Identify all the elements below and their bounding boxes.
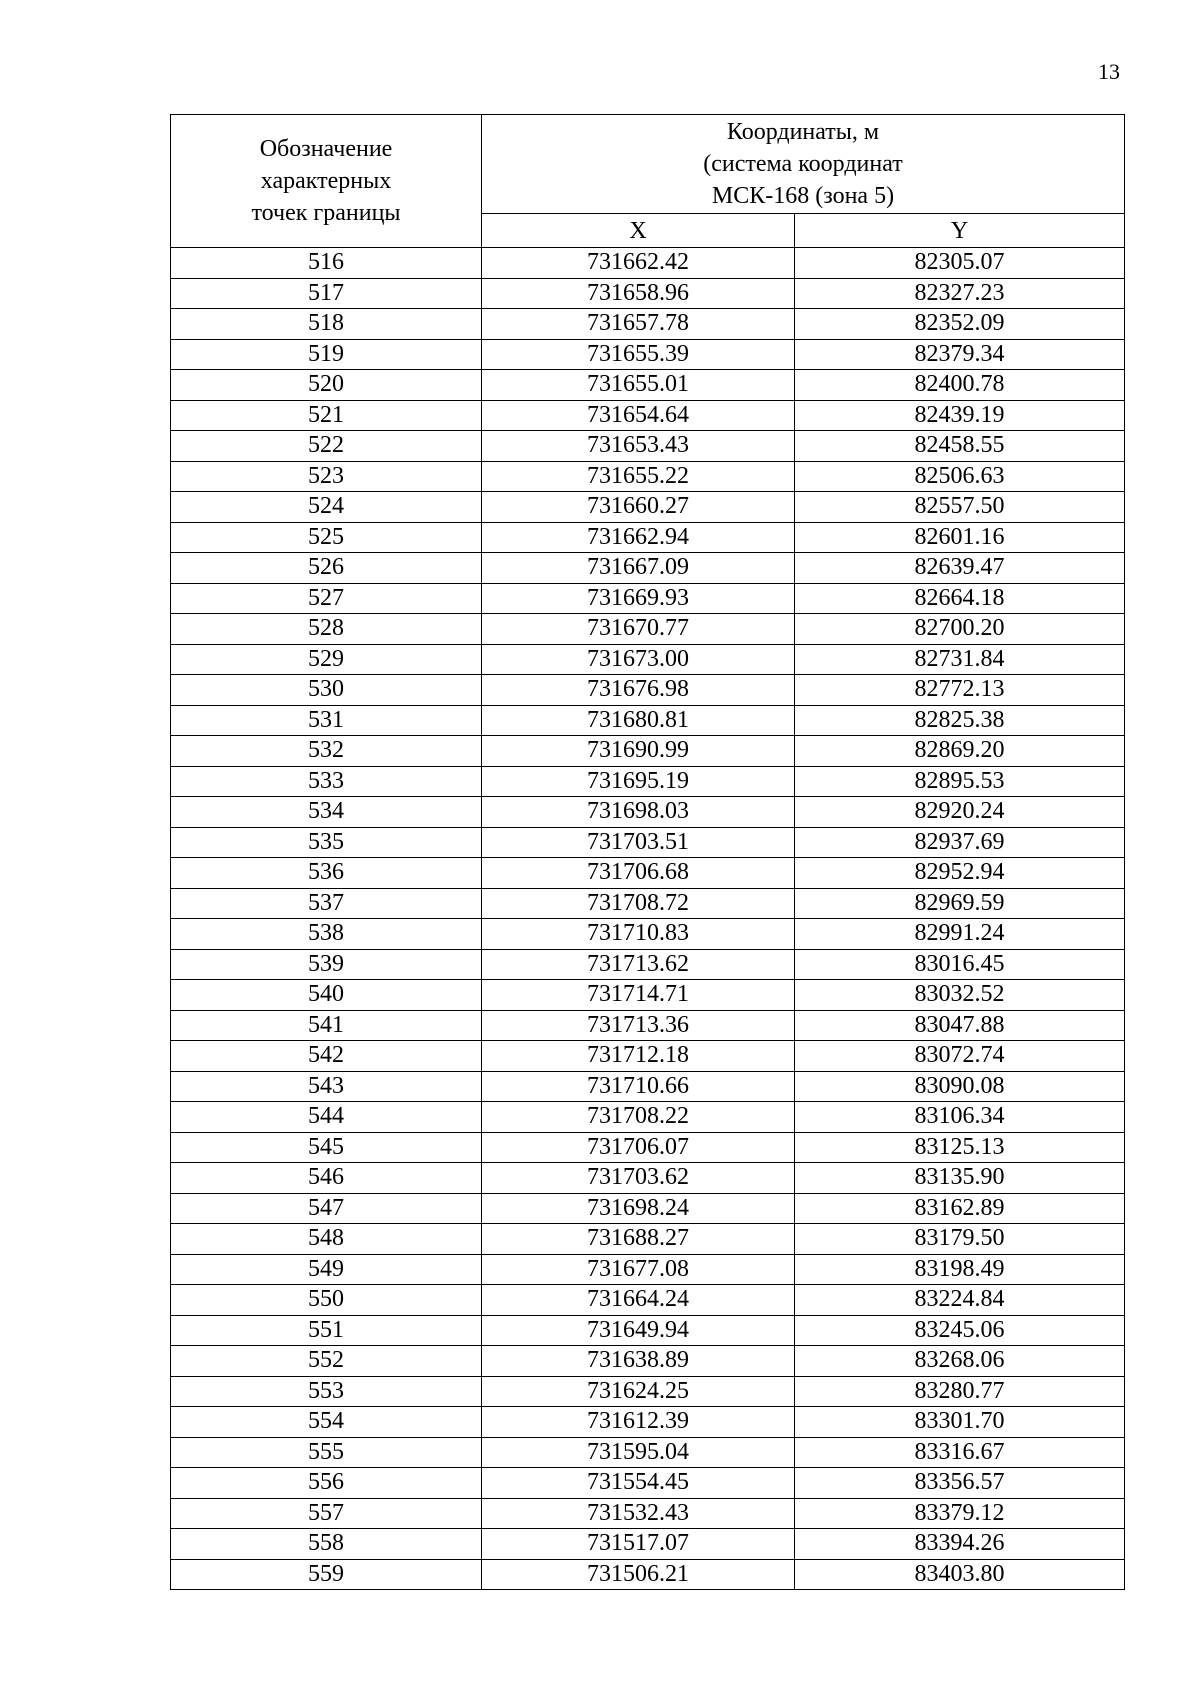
table-row — [171, 858, 1125, 889]
x-coordinate-cell: 731506.21 — [482, 1559, 795, 1590]
table-row — [171, 644, 1125, 675]
point-cell: 557 — [171, 1498, 482, 1529]
table-row — [171, 614, 1125, 645]
point-cell: 535 — [171, 827, 482, 858]
point-cell: 517 — [171, 278, 482, 309]
x-column-header: X — [482, 214, 795, 248]
y-coordinate-cell: 82772.13 — [795, 675, 1125, 706]
point-cell: 521 — [171, 400, 482, 431]
coordinates-table — [170, 114, 1125, 1590]
y-coordinate-cell: 83280.77 — [795, 1376, 1125, 1407]
y-coordinate-cell: 83072.74 — [795, 1041, 1125, 1072]
x-coordinate-cell: 731669.93 — [482, 583, 795, 614]
table-row — [171, 1346, 1125, 1377]
point-header-line: характерных — [260, 168, 392, 194]
x-coordinate-cell: 731676.98 — [482, 675, 795, 706]
point-cell: 524 — [171, 492, 482, 523]
table-row — [171, 339, 1125, 370]
point-cell: 531 — [171, 705, 482, 736]
point-cell: 545 — [171, 1132, 482, 1163]
y-coordinate-cell: 83032.52 — [795, 980, 1125, 1011]
x-coordinate-cell: 731624.25 — [482, 1376, 795, 1407]
x-coordinate-cell: 731653.43 — [482, 431, 795, 462]
y-coordinate-cell: 82700.20 — [795, 614, 1125, 645]
point-cell: 537 — [171, 888, 482, 919]
x-coordinate-cell: 731595.04 — [482, 1437, 795, 1468]
y-coordinate-cell: 83090.08 — [795, 1071, 1125, 1102]
x-coordinate-cell: 731655.22 — [482, 461, 795, 492]
point-cell: 525 — [171, 522, 482, 553]
table-row — [171, 1468, 1125, 1499]
table-row — [171, 1163, 1125, 1194]
point-cell: 549 — [171, 1254, 482, 1285]
y-coordinate-cell: 83245.06 — [795, 1315, 1125, 1346]
x-coordinate-cell: 731655.39 — [482, 339, 795, 370]
point-column-header — [171, 115, 482, 248]
point-cell: 538 — [171, 919, 482, 950]
point-cell: 540 — [171, 980, 482, 1011]
y-coordinate-cell: 83268.06 — [795, 1346, 1125, 1377]
x-coordinate-cell: 731649.94 — [482, 1315, 795, 1346]
table-row — [171, 553, 1125, 584]
point-cell: 553 — [171, 1376, 482, 1407]
point-cell: 520 — [171, 370, 482, 401]
x-coordinate-cell: 731667.09 — [482, 553, 795, 584]
table-row — [171, 1254, 1125, 1285]
x-coordinate-cell: 731706.07 — [482, 1132, 795, 1163]
table-row — [171, 736, 1125, 767]
point-cell: 527 — [171, 583, 482, 614]
point-cell: 552 — [171, 1346, 482, 1377]
x-coordinate-cell: 731714.71 — [482, 980, 795, 1011]
coordinates-column-header — [482, 115, 1125, 214]
point-cell: 551 — [171, 1315, 482, 1346]
x-coordinate-cell: 731660.27 — [482, 492, 795, 523]
table-row — [171, 431, 1125, 462]
y-coordinate-cell: 82969.59 — [795, 888, 1125, 919]
table-row — [171, 461, 1125, 492]
y-coordinate-cell: 83224.84 — [795, 1285, 1125, 1316]
coords-header-line: Координаты, м — [726, 119, 880, 145]
y-coordinate-cell: 83403.80 — [795, 1559, 1125, 1590]
x-coordinate-cell: 731662.42 — [482, 248, 795, 279]
point-cell: 523 — [171, 461, 482, 492]
point-cell: 532 — [171, 736, 482, 767]
table-row — [171, 766, 1125, 797]
x-coordinate-cell: 731680.81 — [482, 705, 795, 736]
point-cell: 536 — [171, 858, 482, 889]
x-coordinate-cell: 731690.99 — [482, 736, 795, 767]
point-cell: 546 — [171, 1163, 482, 1194]
x-coordinate-cell: 731554.45 — [482, 1468, 795, 1499]
point-cell: 519 — [171, 339, 482, 370]
table-header — [171, 115, 1125, 248]
point-cell: 518 — [171, 309, 482, 340]
y-coordinate-cell: 83316.67 — [795, 1437, 1125, 1468]
coords-header-line: МСК-168 (зона 5) — [711, 183, 895, 209]
table-row — [171, 309, 1125, 340]
y-coordinate-cell: 82439.19 — [795, 400, 1125, 431]
x-coordinate-cell: 731708.22 — [482, 1102, 795, 1133]
x-coordinate-cell: 731703.62 — [482, 1163, 795, 1194]
x-coordinate-cell: 731664.24 — [482, 1285, 795, 1316]
x-coordinate-cell: 731655.01 — [482, 370, 795, 401]
x-coordinate-cell: 731703.51 — [482, 827, 795, 858]
x-coordinate-cell: 731713.62 — [482, 949, 795, 980]
y-coordinate-cell: 83179.50 — [795, 1224, 1125, 1255]
point-cell: 526 — [171, 553, 482, 584]
point-cell: 556 — [171, 1468, 482, 1499]
table-row — [171, 1376, 1125, 1407]
y-coordinate-cell: 82458.55 — [795, 431, 1125, 462]
y-coordinate-cell: 83047.88 — [795, 1010, 1125, 1041]
y-coordinate-cell: 83379.12 — [795, 1498, 1125, 1529]
y-coordinate-cell: 82895.53 — [795, 766, 1125, 797]
table-row — [171, 1498, 1125, 1529]
y-coordinate-cell: 82639.47 — [795, 553, 1125, 584]
y-coordinate-cell: 83356.57 — [795, 1468, 1125, 1499]
table-row — [171, 1010, 1125, 1041]
y-coordinate-cell: 83106.34 — [795, 1102, 1125, 1133]
table-row — [171, 278, 1125, 309]
point-header-line: Обозначение — [259, 136, 393, 162]
table-body — [171, 248, 1125, 1590]
table-row — [171, 705, 1125, 736]
point-cell: 543 — [171, 1071, 482, 1102]
point-cell: 559 — [171, 1559, 482, 1590]
x-coordinate-cell: 731710.83 — [482, 919, 795, 950]
x-coordinate-cell: 731673.00 — [482, 644, 795, 675]
x-coordinate-cell: 731708.72 — [482, 888, 795, 919]
x-coordinate-cell: 731698.03 — [482, 797, 795, 828]
table-row — [171, 1132, 1125, 1163]
y-coordinate-cell: 83198.49 — [795, 1254, 1125, 1285]
table-row — [171, 1437, 1125, 1468]
y-coordinate-cell: 83016.45 — [795, 949, 1125, 980]
x-coordinate-cell: 731612.39 — [482, 1407, 795, 1438]
y-coordinate-cell: 82379.34 — [795, 339, 1125, 370]
table-row — [171, 1071, 1125, 1102]
table-row — [171, 400, 1125, 431]
table-row — [171, 1102, 1125, 1133]
y-column-header: Y — [795, 214, 1125, 248]
x-coordinate-cell: 731698.24 — [482, 1193, 795, 1224]
y-coordinate-cell: 82991.24 — [795, 919, 1125, 950]
point-cell: 530 — [171, 675, 482, 706]
table-row — [171, 1193, 1125, 1224]
x-coordinate-cell: 731657.78 — [482, 309, 795, 340]
y-coordinate-cell: 82557.50 — [795, 492, 1125, 523]
point-header-line: точек границы — [251, 200, 401, 226]
y-coordinate-cell: 82920.24 — [795, 797, 1125, 828]
point-cell: 548 — [171, 1224, 482, 1255]
y-coordinate-cell: 82952.94 — [795, 858, 1125, 889]
point-cell: 542 — [171, 1041, 482, 1072]
y-coordinate-cell: 82601.16 — [795, 522, 1125, 553]
x-coordinate-cell: 731677.08 — [482, 1254, 795, 1285]
y-coordinate-cell: 82869.20 — [795, 736, 1125, 767]
y-coordinate-cell: 82327.23 — [795, 278, 1125, 309]
x-coordinate-cell: 731517.07 — [482, 1529, 795, 1560]
y-coordinate-cell: 82937.69 — [795, 827, 1125, 858]
table-row — [171, 492, 1125, 523]
x-coordinate-cell: 731654.64 — [482, 400, 795, 431]
x-coordinate-cell: 731532.43 — [482, 1498, 795, 1529]
y-coordinate-cell: 82731.84 — [795, 644, 1125, 675]
point-cell: 558 — [171, 1529, 482, 1560]
point-cell: 534 — [171, 797, 482, 828]
x-coordinate-cell: 731688.27 — [482, 1224, 795, 1255]
x-coordinate-cell: 731713.36 — [482, 1010, 795, 1041]
table-row — [171, 797, 1125, 828]
y-coordinate-cell: 83125.13 — [795, 1132, 1125, 1163]
table-row — [171, 888, 1125, 919]
x-coordinate-cell: 731670.77 — [482, 614, 795, 645]
y-coordinate-cell: 82352.09 — [795, 309, 1125, 340]
y-coordinate-cell: 83301.70 — [795, 1407, 1125, 1438]
x-coordinate-cell: 731658.96 — [482, 278, 795, 309]
page-number: 13 — [1098, 59, 1120, 84]
table-row — [171, 1041, 1125, 1072]
table-row — [171, 522, 1125, 553]
point-cell: 541 — [171, 1010, 482, 1041]
table-row — [171, 583, 1125, 614]
point-cell: 544 — [171, 1102, 482, 1133]
table-row — [171, 1285, 1125, 1316]
x-coordinate-cell: 731710.66 — [482, 1071, 795, 1102]
point-cell: 533 — [171, 766, 482, 797]
x-coordinate-cell: 731712.18 — [482, 1041, 795, 1072]
point-cell: 547 — [171, 1193, 482, 1224]
x-coordinate-cell: 731638.89 — [482, 1346, 795, 1377]
y-coordinate-cell: 83162.89 — [795, 1193, 1125, 1224]
coords-header-line: (система координат — [703, 151, 903, 177]
point-cell: 539 — [171, 949, 482, 980]
point-cell: 522 — [171, 431, 482, 462]
table-row — [171, 980, 1125, 1011]
table-row — [171, 919, 1125, 950]
y-coordinate-cell: 82305.07 — [795, 248, 1125, 279]
table-row — [171, 248, 1125, 279]
point-cell: 550 — [171, 1285, 482, 1316]
y-coordinate-cell: 82825.38 — [795, 705, 1125, 736]
table-row — [171, 1224, 1125, 1255]
x-coordinate-cell: 731695.19 — [482, 766, 795, 797]
x-coordinate-cell: 731662.94 — [482, 522, 795, 553]
table-row — [171, 1407, 1125, 1438]
y-coordinate-cell: 83394.26 — [795, 1529, 1125, 1560]
point-cell: 555 — [171, 1437, 482, 1468]
table-row — [171, 1315, 1125, 1346]
table-row — [171, 370, 1125, 401]
y-coordinate-cell: 82400.78 — [795, 370, 1125, 401]
table-row — [171, 949, 1125, 980]
point-cell: 516 — [171, 248, 482, 279]
x-coordinate-cell: 731706.68 — [482, 858, 795, 889]
table-row — [171, 827, 1125, 858]
point-cell: 554 — [171, 1407, 482, 1438]
table-row — [171, 675, 1125, 706]
y-coordinate-cell: 82506.63 — [795, 461, 1125, 492]
point-cell: 528 — [171, 614, 482, 645]
point-cell: 529 — [171, 644, 482, 675]
table-row — [171, 1529, 1125, 1560]
y-coordinate-cell: 82664.18 — [795, 583, 1125, 614]
y-coordinate-cell: 83135.90 — [795, 1163, 1125, 1194]
table-row — [171, 1559, 1125, 1590]
